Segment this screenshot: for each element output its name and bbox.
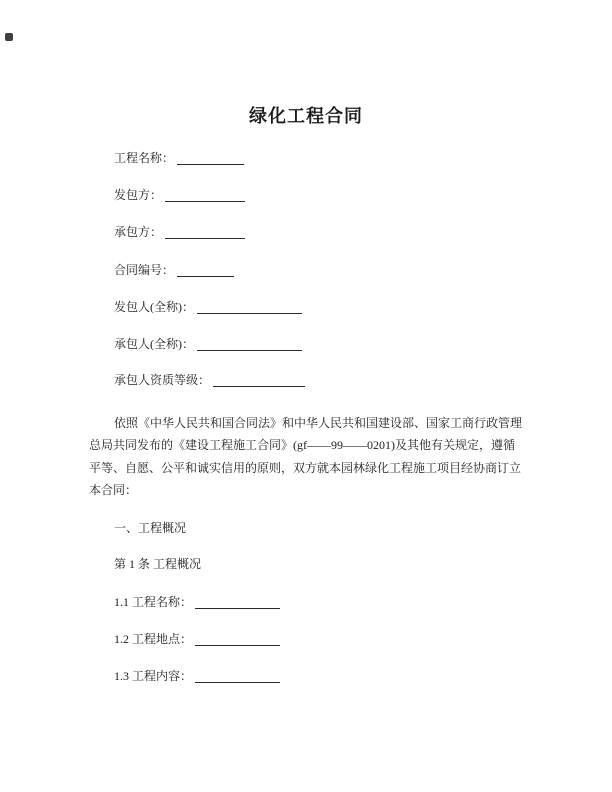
blank-underline [197, 302, 302, 314]
field-row-employer [114, 188, 245, 202]
blank-underline [195, 671, 280, 683]
field-label: 发包人(全称)： [114, 300, 194, 314]
field-label: 1.3 工程内容： [114, 669, 193, 683]
scan-artifact-mark [5, 33, 13, 41]
blank-underline [165, 227, 245, 239]
preamble-line-3: 平等、自愿、公平和诚实信用的原则，双方就本园林绿化工程施工项目经协商订立 [89, 460, 522, 475]
blank-underline [195, 634, 280, 646]
field-row-1-1-project-name [114, 595, 280, 609]
field-label: 承包方： [114, 225, 163, 239]
preamble-line-1: 依照《中华人民共和国合同法》和中华人民共和国建设部、国家工商行政管理 [114, 416, 523, 430]
article-heading-1: 第 1 条 工程概况 [114, 557, 202, 571]
field-label: 承包人资质等级： [114, 373, 211, 387]
field-label: 发包方： [114, 188, 163, 202]
preamble-line-2: 总局共同发布的《建设工程施工合同》(gf——99——0201)及其他有关规定，遵循 [89, 438, 515, 453]
field-row-contractor [114, 225, 245, 239]
preamble-line-4: 本合同： [89, 483, 138, 498]
blank-underline [213, 375, 305, 387]
blank-underline [177, 153, 244, 165]
field-row-project-name [114, 151, 244, 165]
field-label: 承包人(全称)： [114, 337, 194, 351]
field-label: 1.1 工程名称： [114, 595, 193, 609]
field-row-contract-number [114, 263, 234, 277]
blank-underline [177, 265, 234, 277]
blank-underline [197, 339, 302, 351]
field-label: 合同编号： [114, 263, 175, 277]
field-label: 工程名称： [114, 151, 175, 165]
preamble-paragraph [89, 412, 529, 502]
section-heading-project-overview: 一、工程概况 [114, 521, 187, 535]
field-row-contractor-full-name [114, 337, 302, 351]
document-title: 绿化工程合同 [249, 106, 363, 126]
field-row-contractor-qualification [114, 373, 305, 387]
field-row-1-3-project-content [114, 669, 280, 683]
field-label: 1.2 工程地点： [114, 632, 193, 646]
blank-underline [195, 597, 280, 609]
field-row-employer-full-name [114, 300, 302, 314]
blank-underline [165, 190, 245, 202]
field-row-1-2-project-location [114, 632, 280, 646]
